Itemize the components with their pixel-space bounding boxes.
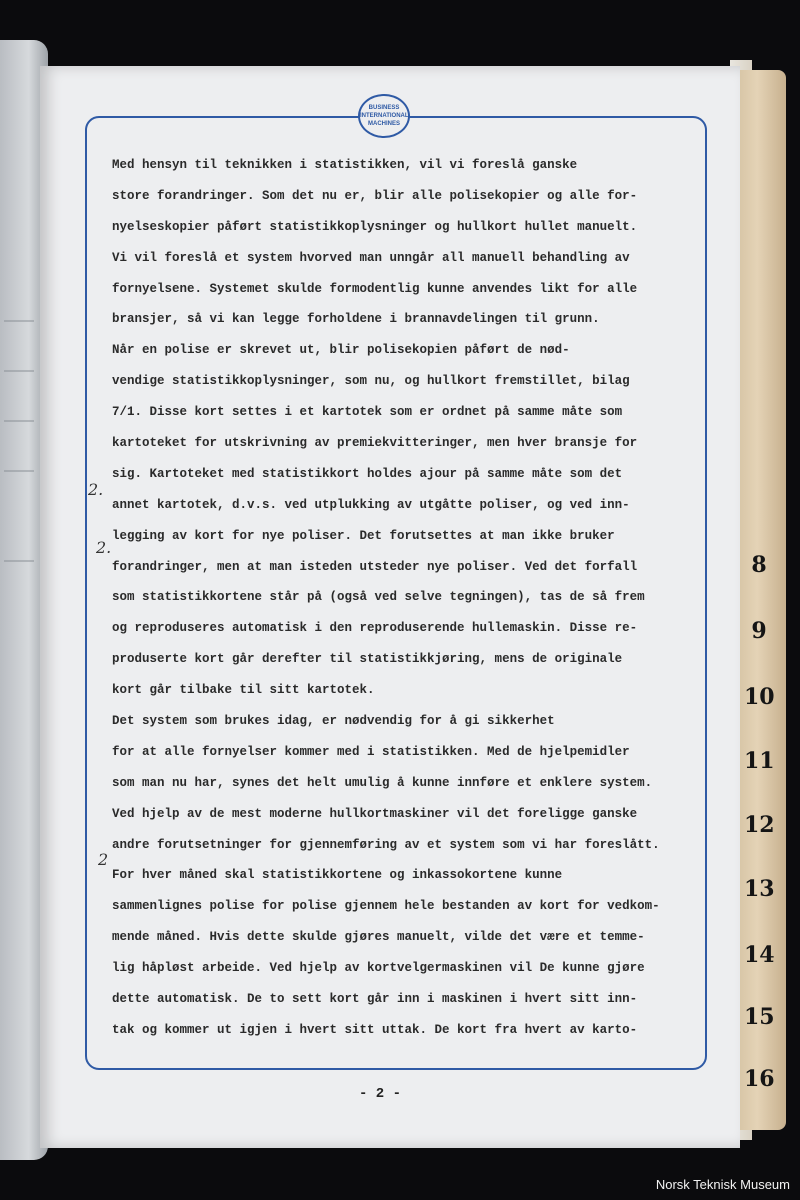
text-line: annet kartotek, d.v.s. ved utplukking av utgåtte poliser, og ved inn- [112,497,630,512]
text-line: lig håpløst arbeide. Ved hjelp av kortvelgermaskinen vil De kunne gjøre [112,961,645,976]
index-tab[interactable]: 15 [744,1004,775,1030]
text-line: bransjer, så vi kan legge forholdene i brannavdelingen til grunn. [112,312,600,327]
text-line: som man nu har, synes det helt umulig å kunne innføre et enklere system. [112,775,653,790]
text-line: legging av kort for nye poliser. Det forutsettes at man ikke bruker [112,528,615,543]
index-tab[interactable]: 16 [744,1066,775,1092]
typed-body-text [112,150,672,1046]
text-line: vendige statistikkoplysninger, som nu, og hullkort fremstillet, bilag [112,374,630,389]
page-number: - 2 - [358,1086,401,1102]
text-line: Det system som brukes idag, er nødvendig for å gi sikkerhet [112,714,555,729]
handwritten-margin-mark: 2 [98,850,109,869]
text-line: kort går tilbake til sitt kartotek. [112,683,375,698]
index-tab-stack [738,70,786,1130]
text-line: kartoteket for utskrivning av premiekvitteringer, men hver bransje for [112,436,638,451]
text-line: dette automatisk. De to sett kort går inn i maskinen i hvert sitt inn- [112,992,638,1007]
text-line: sig. Kartoteket med statistikkort holdes ajour på samme måte som det [112,466,623,481]
text-line: produserte kort går derefter til statistikkjøring, mens de originale [112,652,623,667]
index-tab[interactable]: 10 [744,684,775,710]
ghost-text [4,320,34,322]
ghost-text [4,560,34,562]
index-tab[interactable]: 11 [744,748,775,774]
museum-credit: Norsk Teknisk Museum [655,1177,790,1192]
index-tab[interactable]: 14 [744,942,775,968]
text-line: Med hensyn til teknikken i statistikken, vil vi foreslå ganske [112,158,578,172]
index-tab[interactable]: 8 [751,552,767,578]
text-line: andre forutsetninger for gjennemføring av et system som vi har foreslått. [112,837,660,852]
text-line: og reproduseres automatisk i den reproduserende hullemaskin. Disse re- [112,621,638,636]
text-line: for at alle fornyelser kommer med i statistikken. Med de hjelpemidler [112,744,630,759]
ghost-text [4,420,34,422]
text-line: mende måned. Hvis dette skulde gjøres manuelt, vilde det være et temme- [112,930,645,945]
text-line: fornyelsene. Systemet skulde formodentlig kunne anvendes likt for alle [112,281,638,296]
text-line: Vi vil foreslå et system hvorved man unngår all manuell behandling av [112,250,630,265]
text-line: nyelseskopier påført statistikkoplysninger og hullkort hullet manuelt. [112,219,638,234]
ghost-text [4,370,34,372]
text-line: Når en polise er skrevet ut, blir polisekopien påført de nød- [112,343,570,358]
index-tab[interactable]: 13 [744,876,775,902]
text-line: store forandringer. Som det nu er, blir alle polisekopier og alle for- [112,188,638,203]
text-line: tak og kommer ut igjen i hvert sitt uttak. De kort fra hvert av karto- [112,1022,638,1037]
handwritten-margin-mark: 2. [96,538,112,557]
text-line: For hver måned skal statistikkortene og inkassokortene kunne [112,868,563,883]
ghost-text [4,470,34,472]
text-line: som statistikkortene står på (også ved selve tegningen), tas de så frem [112,590,645,605]
text-line: 7/1. Disse kort settes i et kartotek som er ordnet på samme måte som [112,405,623,420]
text-line: Ved hjelp av de mest moderne hullkortmaskiner vil det foreligge ganske [112,806,638,821]
handwritten-margin-mark: 2. [88,480,104,499]
index-tab[interactable]: 9 [751,618,767,644]
text-line: sammenlignes polise for polise gjennem hele bestanden av kort for vedkom- [112,899,660,914]
ibm-globe-logo: BUSINESS INTERNATIONAL MACHINES [358,94,410,138]
index-tab[interactable]: 12 [744,812,775,838]
text-line: forandringer, men at man isteden utsteder nye poliser. Ved det forfall [112,559,638,574]
